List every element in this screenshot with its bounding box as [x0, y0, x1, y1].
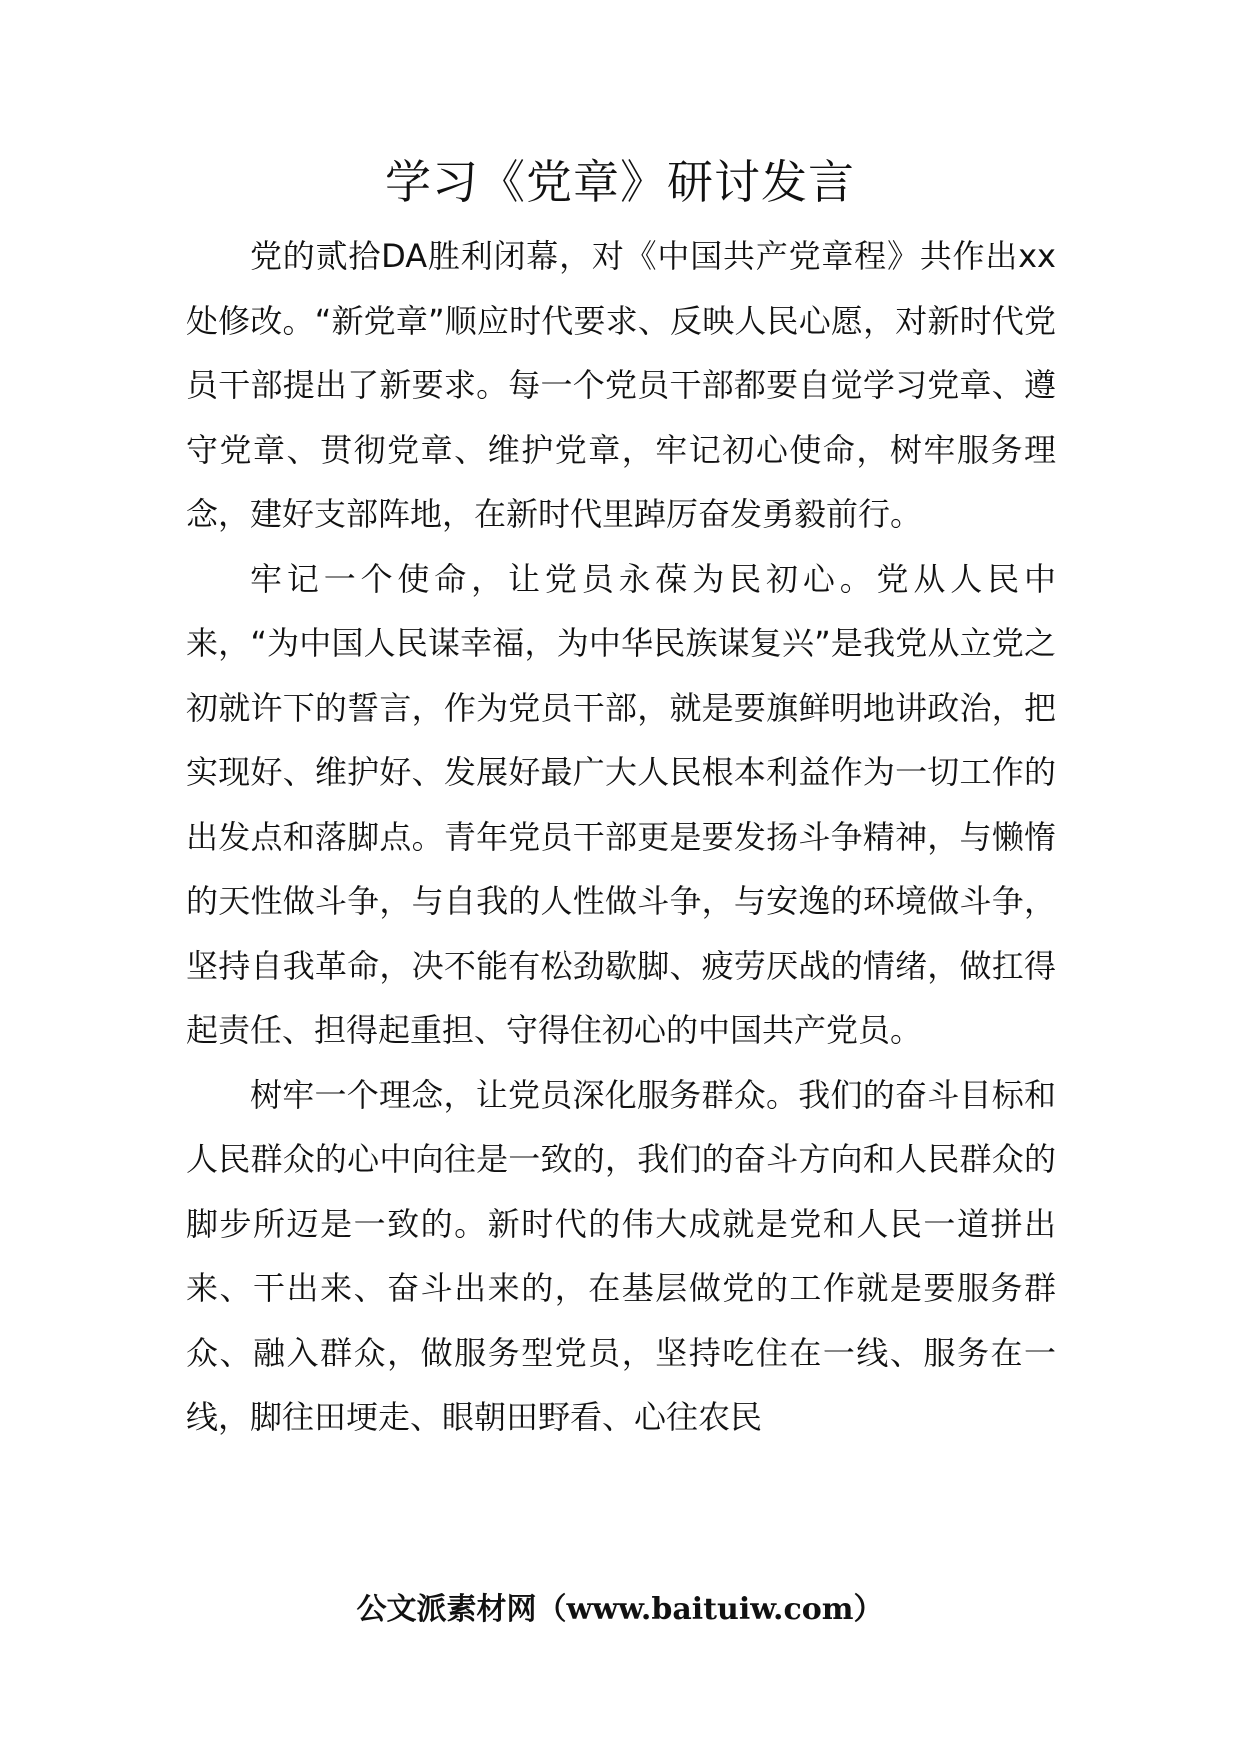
- paragraph-service: 树牢一个理念，让党员深化服务群众。我们的奋斗目标和人民群众的心中向往是一致的，我们的奋斗方向和人民群众的脚步所迈是一致的。新时代的伟大成就是党和人民一道拼出来、干出来、奋斗出来的，在基层做党的工作就是要服务群众、融入群众，做服务型党员，坚持吃住在一线、服务在一线，脚往田埂走、眼朝田野看、心往农民: [186, 1075, 1056, 1436]
- document-title: 学习《党章》研讨发言: [385, 155, 855, 209]
- paragraph-intro: 党的贰拾DA胜利闭幕，对《中国共产党章程》共作出xx处修改。“新党章”顺应时代要求、反映人民心愿，对新时代党员干部提出了新要求。每一个党员干部都要自觉学习党章、遵守党章、贯彻党章、维护党章，牢记初心使命，树牢服务理念，建好支部阵地，在新时代里踔厉奋发勇毅前行。: [186, 237, 1056, 533]
- document-body: [186, 224, 1056, 1450]
- watermark-footer: 公文派素材网（www.baituiw.com）: [356, 1592, 884, 1627]
- paragraph-mission: 牢记一个使命，让党员永葆为民初心。党从人民中来，“为中国人民谋幸福，为中华民族谋复兴”是我党从立党之初就许下的誓言，作为党员干部，就是要旗鲜明地讲政治，把实现好、维护好、发展好最广大人民根本利益作为一切工作的出发点和落脚点。青年党员干部更是要发扬斗争精神，与懒惰的天性做斗争，与自我的人性做斗争，与安逸的环境做斗争，坚持自我革命，决不能有松劲歇脚、疲劳厌战的情绪，做扛得起责任、担得起重担、守得住初心的中国共产党员。: [186, 559, 1056, 1049]
